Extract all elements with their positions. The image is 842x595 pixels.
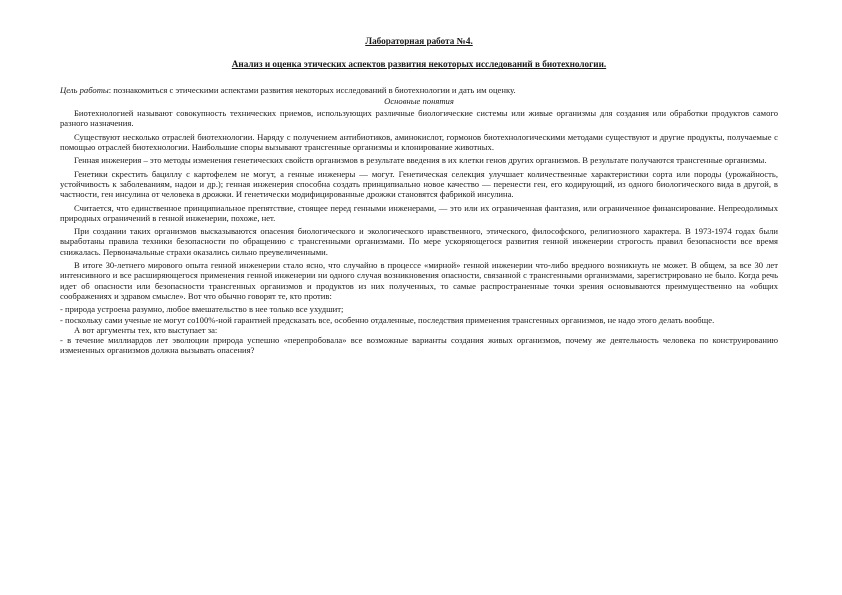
lab-subtitle: Анализ и оценка этических аспектов развития некоторых исследований в биотехнологии. bbox=[231, 59, 607, 70]
paragraph-7: В итоге 30-летнего мирового опыта генной инженерии стало ясно, что случайно в процессе «мирной» генной инженерии что-либо вредного возникнуть не может. В общем, за все 30 лет интенсивного и все расширяющегося применения генной инженерии ни одного случая возникновения опасности, связанной с трансгенными организмами, зарегистрировано не было. Когда речь идет об опасности или безопасности трансгенных организмов и продуктов из них полученных, то самые распространенные точки зрения основываются преимущественно на «общих соображениях и здравом смысле». Вот что обычно говорят те, кто против: bbox=[60, 260, 778, 301]
lab-title: Лабораторная работа №4. bbox=[365, 36, 473, 46]
against-item-2: - поскольку сами ученые не могут со100%-ной гарантией предсказать все, особенно отдаленные, последствия применения трансгенных организмов, не надо этого делать вообще. bbox=[60, 314, 715, 325]
paragraph-5: Считается, что единственное принципиальное препятствие, стоящее перед генными инженерами, — это или их ограниченная фантазия, или ограниченное финансирование. Непреодолимых природных ограничений в генной инженерии, похоже, нет. bbox=[60, 202, 778, 223]
paragraph-1: Биотехнологией называют совокупность технических приемов, использующих различные биологические системы или живые организмы для создания или обработки продуктов самого разного назначения. bbox=[60, 108, 778, 129]
section-heading: Основные понятия bbox=[384, 95, 454, 106]
document-content bbox=[60, 36, 778, 356]
paragraph-3: Генная инженерия – это методы изменения генетических свойств организмов в результате введения в их клетки генов других организмов. В результате получаются трансгенные организмы. bbox=[74, 155, 767, 166]
goal-label: Цель работы bbox=[60, 84, 109, 95]
paragraph-4: Генетики скрестить бациллу с картофелем не могут, а генные инженеры — могут. Генетическая селекция улучшает количественные характеристики сорта или породы (урожайность, устойчивость к заболеваниям, надои и др.); генная инженерия способна создать принципиально новое качество — перенести ген, его кодирующий, из одного биологического вида в другой, в частности, ген инсулина от человека в дрожжи. И генетически модифицированные дрожжи становятся фабрикой инсулина. bbox=[60, 168, 778, 200]
goal-text: : познакомиться с этическими аспектами развития некоторых исследований в биотехнологии и дать им оценку. bbox=[108, 84, 516, 95]
goal-line bbox=[60, 85, 778, 95]
paragraph-6: При создании таких организмов высказываются опасения биологического и экологического нравственного, этического, философского, религиозного характера. В 1973-1974 годах были выработаны правила техники безопасности по обращению с трансгенными организмами. По мере ускоряющегося развития генной инженерии строгость правил безопасности все время снижалась. Первоначальные страхи оказались сильно преувеличенными. bbox=[60, 226, 778, 257]
for-intro: А вот аргументы тех, кто выступает за: bbox=[74, 324, 218, 335]
paragraph-2: Существуют несколько отраслей биотехнологии. Наряду с получением антибиотиков, аминокислот, гормонов биотехнологическими методами существуют и другие продукты, получаемые с помощью отраслей биотехнологии. Наибольшие споры вызывают трансгенные организмы и клонирование животных. bbox=[60, 131, 778, 153]
for-item-1: - в течение миллиардов лет эволюции природа успешно «перепробовала» все возможные варианты создания живых организмов, почему же деятельность человека по конструированию измененных организмов должна вызывать опасения? bbox=[60, 335, 778, 356]
against-item-1: - природа устроена разумно, любое вмешательство в нее только все ухудшит; bbox=[60, 304, 344, 315]
